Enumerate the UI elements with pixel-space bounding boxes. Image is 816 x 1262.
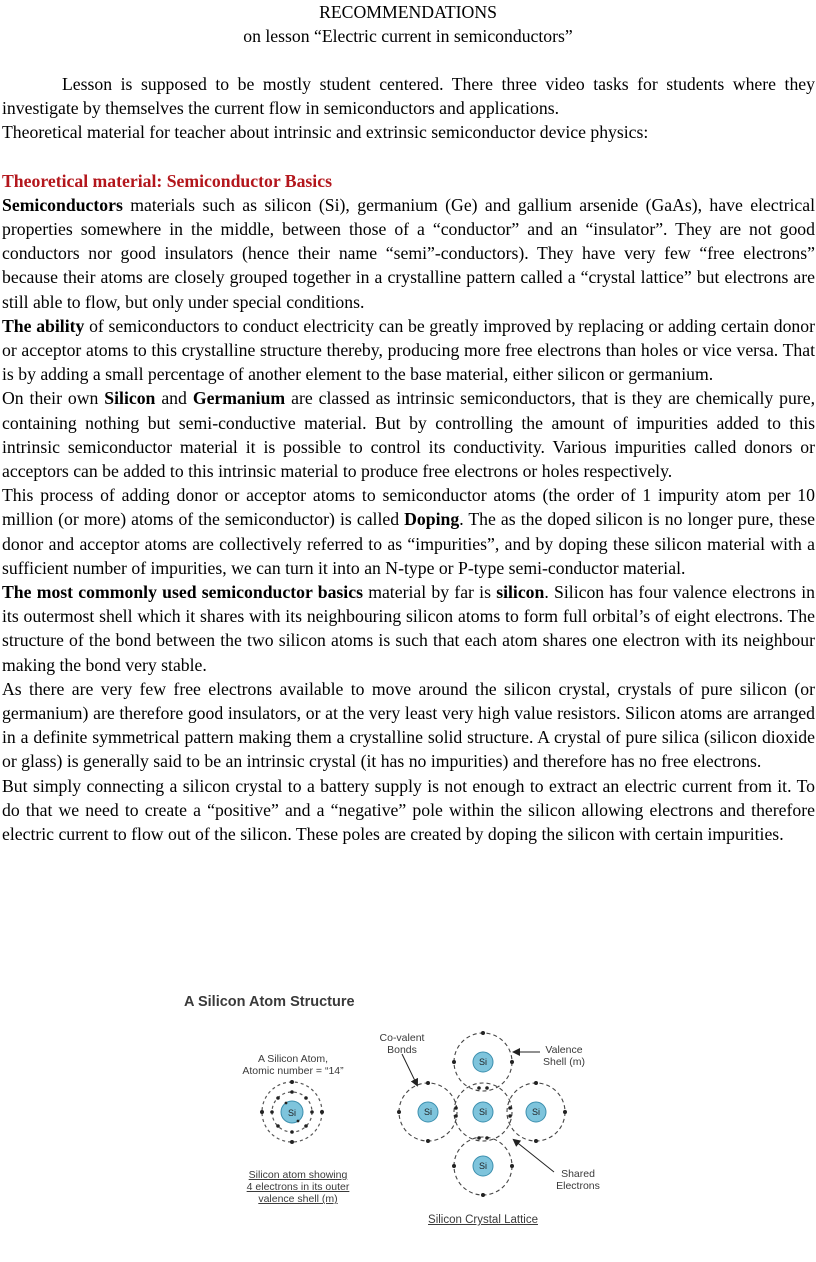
paragraph-text: On their own [2, 388, 105, 409]
lattice-si-label: Si [478, 1057, 488, 1067]
paragraph-text: and [155, 388, 193, 409]
lattice-si-label: Si [478, 1161, 488, 1171]
nucleus-label: Si [287, 1108, 297, 1118]
covalent-bonds-label: Co-valent Bonds [379, 1032, 425, 1056]
bold-term: The ability [2, 315, 85, 336]
paragraph-insulators: As there are very few free electrons available to move around the silicon crystal, crystals of pure silicon (or germanium) are therefore good insulators, or at the very least very high value resistors. Silicon atoms are arranged in a definite symmetrical pattern making them a crystalline solid structure. A crystal of pure silica (silicon dioxide or glass) is generally said to be an intrinsic crystal (it has no impurities) and therefore has no free electrons. [2, 678, 815, 772]
paragraph-ability [2, 314, 815, 387]
bold-term: The most commonly used semiconductor basics [2, 582, 363, 603]
paragraph-text: . The as the doped silicon is no longer pure, these donor and acceptor atoms are collectively referred to as “impurities”, and by doping these silicon material with a sufficient number of impurities, we can turn it into an N-type or P-type semi-conductor material. [2, 509, 815, 578]
bold-term: Germanium [192, 388, 286, 409]
bold-term: silicon [496, 582, 545, 603]
section-heading: Theoretical material: Semiconductor Basics [2, 170, 332, 191]
shared-electrons-label: Shared Electrons [556, 1168, 600, 1192]
paragraph-text: . Silicon has four valence electrons in its outermost shell which it shares with its neighbouring silicon atoms to form full orbital’s of eight electrons. The structure of the bond between the two silicon atoms is such that each atom shares one electron with its neighbour making the bond very stable. [2, 582, 815, 675]
paragraph-text: of semiconductors to conduct electricity can be greatly improved by replacing or adding certain donor or acceptor atoms to this crystalline structure thereby, producing more free electrons than holes or vice versa. That is by adding a small percentage of another element to the base material, either silicon or germanium. [2, 315, 815, 385]
lattice-si-label: Si [478, 1107, 488, 1117]
paragraph-text: This process of adding donor or acceptor atoms to semiconductor atoms (the order of 1 impurity atom per 10 million (or more) atoms of the semiconductor) is called [2, 485, 815, 530]
paragraph-text: are classed as intrinsic semiconductors, that is they are chemically pure, containing nothing but semi-conductive material. But by controlling the amount of impurities added to this intrinsic semiconductor material it is possible to control its conductivity. Various impurities called donors or acceptors can be added to this intrinsic material to produce free electrons or holes respectively. [2, 388, 815, 482]
paragraph-silicon [2, 580, 815, 677]
paragraph-text: material by far is [362, 582, 497, 603]
silicon-atom-figure [170, 990, 610, 1230]
paragraph-doping [2, 483, 815, 580]
page-subtitle: on lesson “Electric current in semiconductors” [243, 26, 573, 46]
page-title: RECOMMENDATIONS [319, 2, 497, 22]
intro-paragraph-2: Theoretical material for teacher about intrinsic and extrinsic semiconductor device physics: [2, 122, 649, 143]
paragraph-semiconductors [2, 193, 815, 314]
atom-label: A Silicon Atom, Atomic number = “14” [242, 1053, 344, 1077]
document-body [2, 72, 815, 846]
paragraph-text: materials such as silicon (Si), germanium (Ge) and gallium arsenide (GaAs), have electrical properties somewhere in the middle, between those of a “conductor” and an “insulator”. They are not good conductors nor good insulators (hence their name “semi”-conductors). They have very few “free electrons” because their atoms are closely grouped together in a crystalline pattern called a “crystal lattice” but electrons are still able to flow, but only under special conditions. [2, 194, 815, 312]
figure-title: A Silicon Atom Structure [184, 994, 355, 1010]
paragraph-intrinsic [2, 386, 815, 483]
paragraph-battery: But simply connecting a silicon crystal to a battery supply is not enough to extract an electric current from it. To do that we need to create a “positive” and a “negative” pole within the silicon allowing electrons and therefore electric current to flow out of the silicon. These poles are created by doping the silicon with certain impurities. [2, 775, 815, 845]
lattice-caption: Silicon Crystal Lattice [428, 1214, 538, 1226]
intro-paragraph: Lesson is supposed to be mostly student centered. There three video tasks for students where they investigate by themselves the current flow in semiconductors and applications. [2, 74, 815, 119]
valence-shell-label: Valence Shell (m) [542, 1044, 585, 1068]
bold-term: Silicon [104, 388, 156, 409]
lattice-si-label: Si [423, 1107, 433, 1117]
atom-caption: Silicon atom showing 4 electrons in its outer valence shell (m) [246, 1169, 350, 1205]
bold-term: Doping [404, 509, 460, 530]
lattice-si-label: Si [531, 1107, 541, 1117]
bold-term: Semiconductors [2, 194, 123, 215]
